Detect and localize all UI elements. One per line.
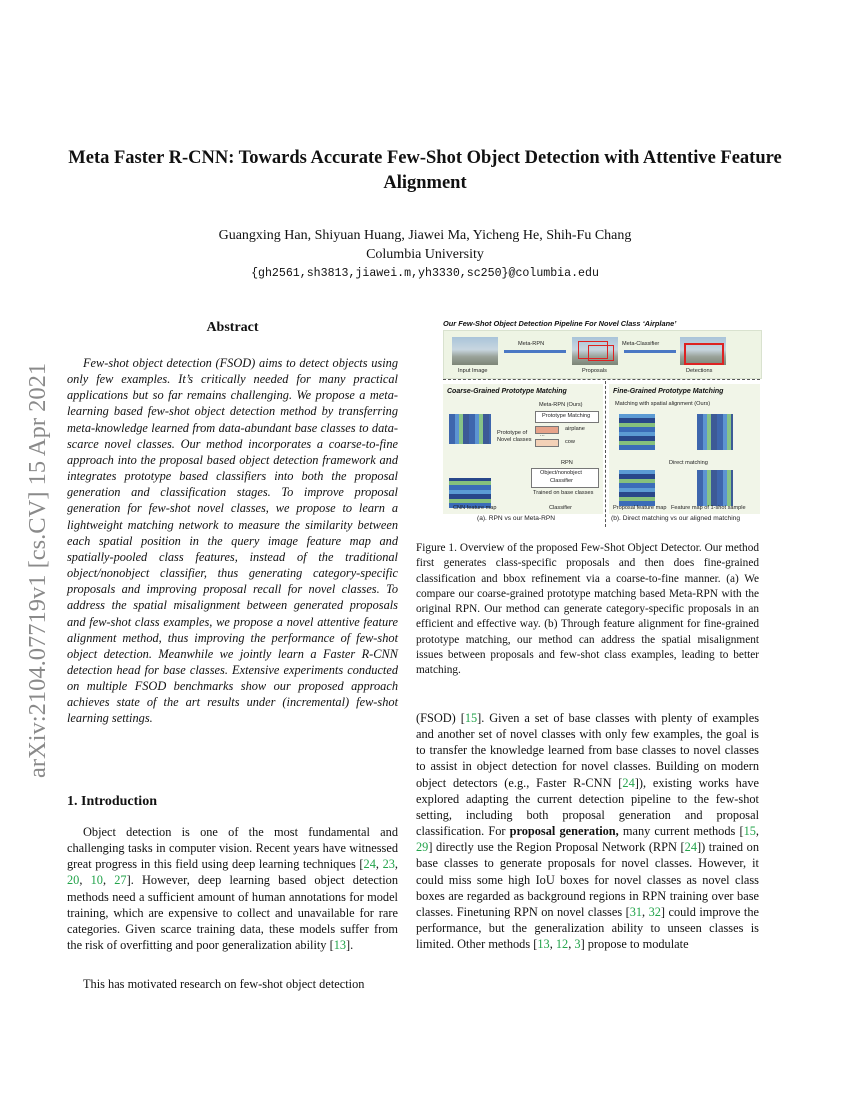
paper-title: Meta Faster R-CNN: Towards Accurate Few-Shot Object Detection with Attentive Feature Alignment <box>68 148 782 193</box>
subfigure-a-label: (a). RPN vs our Meta-RPN <box>477 515 556 522</box>
feature-map-image <box>449 478 491 508</box>
abstract-heading: Abstract <box>206 320 259 335</box>
classifier-inner-label: Classifier <box>550 478 574 484</box>
text-run: , <box>549 937 556 952</box>
proposal-feature-map-label: Proposal feature map <box>613 505 667 511</box>
airplane-label: airplane <box>565 426 585 432</box>
text-run: , <box>79 873 91 888</box>
pipeline-panel <box>443 330 762 379</box>
intro-paragraph-1 <box>67 824 398 953</box>
author-block <box>60 226 790 283</box>
coarse-matching-panel <box>443 384 603 514</box>
citation-link[interactable]: 13 <box>537 937 550 952</box>
detections-label: Detections <box>686 368 713 374</box>
feature-map-1shot-label: Feature map of 1-shot sample <box>671 505 746 511</box>
text-run: ] propose to modulate <box>580 937 689 952</box>
citation-link[interactable]: 32 <box>648 904 661 919</box>
object-nonobject-label: Object/nonobject <box>540 470 582 476</box>
arrow-icon <box>504 350 566 353</box>
text-run: ]. Given a set of base classes with plenty of examples and another set of novel classes with only few examples, the goal is to transfer the knowledge learned from base classes to novel classes to assist in object detection for novel classes. Building on modern object detectors (e.g., Faster R-CNN [ <box>416 711 759 790</box>
input-image-label: Input Image <box>458 368 488 374</box>
abstract-text: Few-shot object detection (FSOD) aims to detect objects using only few examples. It’s critically needed for many practical applications but so far remains challenging. We propose a meta-learning based few-shot object detection method by transferring meta-knowledge learned from data-abundant base classes to data-scarce novel classes. Our method incorporates a coarse-to-fine approach into the proposal based object detection framework and integrates prototype based classifiers into both the proposal generation and classification stages. To improve proposal generation for few-shot novel classes, we propose to learn a lightweight matching network to measure the similarity between each spatial position in the query image feature map and spatially-pooled class features, instead of the traditional object/nonobject classifier, thus generating category-specific proposals and improving proposal recall for novel classes. To address the spatial misalignment between generated proposals and few-shot class examples, we propose a novel attentive feature alignment method, thus improving the performance of few-shot object detection. Meanwhile we jointly learn a Faster R-CNN detection head for base classes. Extensive experiments conducted on multiple FSOD benchmarks show our proposed approach achieves state of the art results under (incremental) few-shot learning settings. <box>67 356 398 726</box>
prototype-matching-box <box>535 411 599 423</box>
prototype-matching-label: Prototype Matching <box>542 413 591 419</box>
text-run: ]. However, deep learning based object detection methods need a sufficient amount of human annotations for model training, which are expensive to collect and unavailable for rare categories. Given scarce training data, these models suffer from the risk of overfitting and poor generalization ability [ <box>67 873 399 953</box>
citation-link[interactable]: 24 <box>363 857 376 872</box>
text-run: many current methods [ <box>618 824 744 839</box>
text-run: ]), existing works have explored adapting the current detection pipeline to the few-shot setting, including both proposal generation and proposal classification. For <box>416 775 759 839</box>
text-run: , <box>568 937 575 952</box>
affiliation: Columbia University <box>366 247 484 262</box>
text-run: ]) trained on base classes to generate proposals for novel classes. However, it could miss some high IoU boxes for novel classes as novel class boxes are regarded as background regions in RPN training over base classes. Finetuning RPN on novel classes [ <box>416 840 759 919</box>
arrow-icon <box>624 350 676 353</box>
sample-feature-image <box>697 470 733 506</box>
cow-label: cow <box>565 439 575 445</box>
text-run: , <box>642 904 649 919</box>
sample-feature-image <box>697 414 733 450</box>
text-run: , <box>102 873 115 888</box>
coarse-heading: Coarse-Grained Prototype Matching <box>447 388 567 395</box>
trained-base-label: Trained on base classes <box>533 490 594 496</box>
figure-caption: Figure 1. Overview of the proposed Few-Shot Object Detector. Our method first generates class-specific proposals and then does fine-grained classification and bbox refinement via a coarse-to-fine manner. (a) We compare our coarse-grained prototype matching based Meta-RPN with the original RPN. Our method can generate category-specific proposals in an efficient and effective way. (b) Through feature alignment for fine-grained prototype matching, our method can address the spatial misalignment issues between proposals and few-shot class examples, leading to better matching. <box>416 542 759 677</box>
citation-link[interactable]: 24 <box>622 775 635 790</box>
prototype-cow-swatch <box>535 439 559 447</box>
fine-heading: Fine-Grained Prototype Matching <box>613 388 724 395</box>
divider <box>443 379 760 380</box>
citation-link[interactable]: 10 <box>90 873 103 888</box>
meta-rpn-label: Meta-RPN <box>518 341 545 347</box>
direct-matching-label: Direct matching <box>669 460 708 466</box>
feature-map-image <box>449 414 491 444</box>
classifier-box <box>531 468 599 488</box>
citation-link[interactable]: 27 <box>114 873 127 888</box>
cnn-feature-map-label: CNN feature map <box>453 505 497 511</box>
proposal-feature-image <box>619 470 655 506</box>
text-run: ] directly use the Region Proposal Network (RPN [ <box>428 840 685 855</box>
prototype-of-label: Prototype of <box>497 430 528 436</box>
text-run: (FSOD) [ <box>416 711 465 725</box>
fine-matching-panel <box>609 384 760 514</box>
text-run: , <box>375 857 383 872</box>
citation-link[interactable]: 15 <box>464 711 478 725</box>
prototype-airplane-swatch <box>535 426 559 434</box>
citation-link[interactable]: 29 <box>416 840 429 855</box>
right-column-paragraph <box>416 710 759 952</box>
subfigure-b-label: (b). Direct matching vs our aligned matching <box>611 515 740 522</box>
email-list: {gh2561,sh3813,jiawei.m,yh3330,sc250}@columbia.edu <box>251 267 599 280</box>
rpn-label: RPN <box>561 460 573 466</box>
text-run: ]. <box>346 938 354 953</box>
proposals-label: Proposals <box>582 368 607 374</box>
ellipsis-label: ... <box>540 432 545 438</box>
text-run: ] could improve the performance, but the generalization ability to unseen classes is limited. Other methods [ <box>416 904 759 952</box>
citation-link[interactable]: 3 <box>574 937 581 952</box>
meta-rpn-ours-label: Meta-RPN (Ours) <box>539 402 583 408</box>
citation-link[interactable]: 12 <box>555 937 569 952</box>
text-run: Object detection is one of the most fundamental and challenging tasks in computer vision. Recent years have witnessed great progress in this field using deep learning techniques [ <box>67 825 398 872</box>
author-list: Guangxing Han, Shiyuan Huang, Jiawei Ma, Yicheng He, Shih-Fu Chang <box>218 228 632 243</box>
proposal-box <box>588 345 614 361</box>
citation-link[interactable]: 31 <box>629 904 643 919</box>
bold-phrase: proposal generation, <box>509 824 619 839</box>
citation-link[interactable]: 15 <box>743 824 756 839</box>
classifier-label: Classifier <box>549 505 573 511</box>
meta-classifier-label: Meta-Classifier <box>622 341 660 347</box>
citation-link[interactable]: 24 <box>684 840 697 855</box>
novel-classes-label: Novel classes <box>497 437 532 443</box>
citation-link[interactable]: 20 <box>67 873 80 888</box>
citation-link[interactable]: 23 <box>382 857 395 872</box>
proposal-feature-image <box>619 414 655 450</box>
introduction-heading: 1. Introduction <box>67 794 157 809</box>
proposals-image <box>572 337 618 365</box>
figure-title: Our Few-Shot Object Detection Pipeline For Novel Class ‘Airplane’ <box>443 319 677 328</box>
arxiv-identifier: arXiv:2104.07719v1 [cs.CV] 15 Apr 2021 <box>24 362 51 778</box>
matching-spatial-label: Matching with spatial alignment (Ours) <box>615 401 711 407</box>
input-image <box>452 337 498 365</box>
citation-link[interactable]: 13 <box>333 938 347 953</box>
divider <box>605 381 606 527</box>
figure-1 <box>443 319 760 527</box>
intro-paragraph-2: This has motivated research on few-shot object detection <box>83 977 365 991</box>
detections-image <box>680 337 726 365</box>
text-run: , <box>755 824 759 839</box>
text-run: , <box>394 857 399 872</box>
detection-box <box>684 343 724 365</box>
